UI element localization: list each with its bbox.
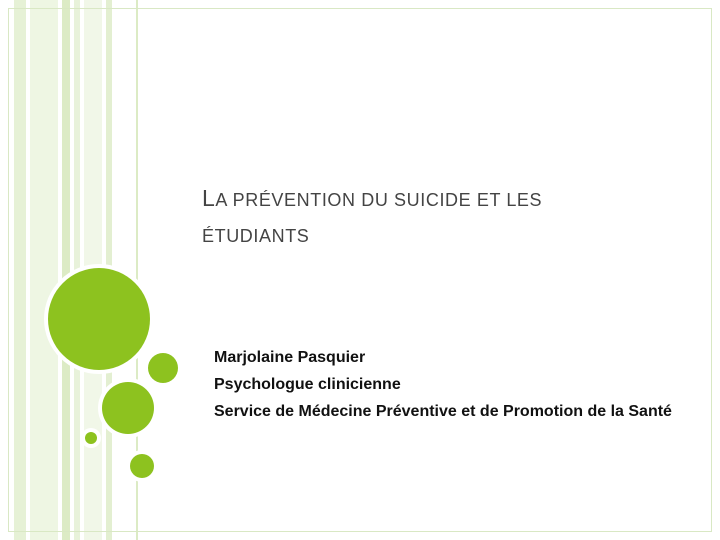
title-line-2: ÉTUDIANTS (202, 226, 310, 246)
title-initial: L (202, 185, 216, 211)
author-name: Marjolaine Pasquier (214, 349, 366, 366)
decorative-circle-tiny (85, 432, 97, 444)
title-line-1 (202, 180, 672, 218)
decorative-circle-small-bottom (130, 454, 154, 478)
slide-title (202, 180, 672, 254)
author-organization: Service de Médecine Préventive et de Promotion de la Santé (214, 403, 672, 420)
author-role: Psychologue clinicienne (214, 376, 401, 393)
title-line-1-rest: A PRÉVENTION DU SUICIDE ET LES (215, 190, 543, 210)
slide-subtitle (214, 344, 694, 422)
decorative-circle-small (148, 353, 178, 383)
decorative-circle-medium (102, 382, 154, 434)
decorative-circle-large (48, 268, 150, 370)
